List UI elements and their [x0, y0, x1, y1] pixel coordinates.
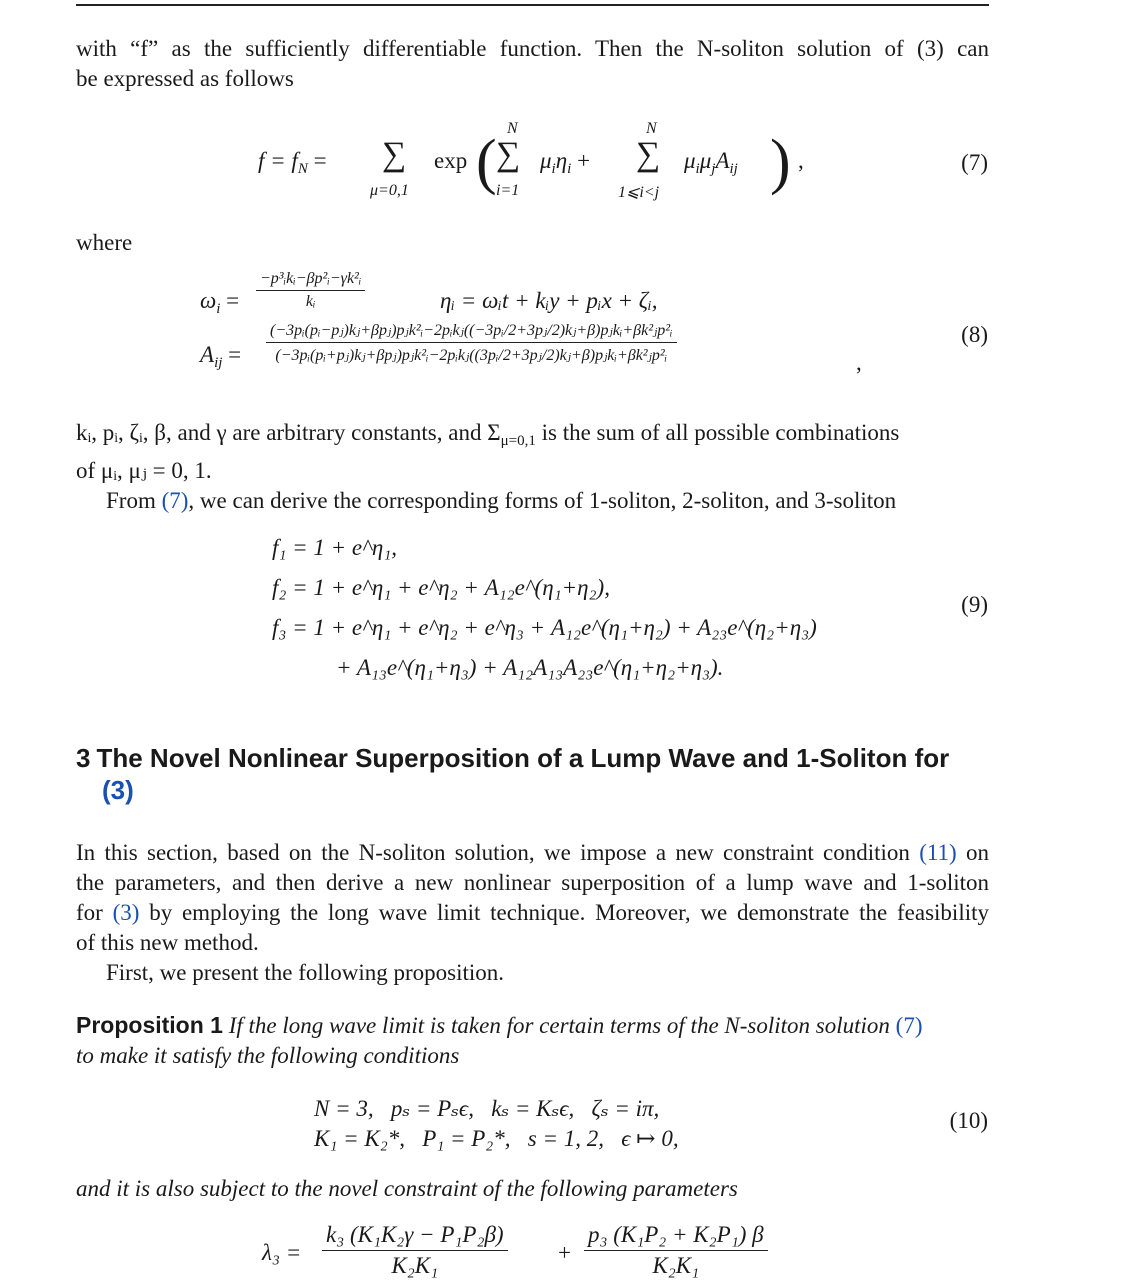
eq8-omega-den: kᵢ [305, 293, 316, 310]
eq7-A-sub: ij [729, 161, 738, 177]
prop-line-1 [76, 1010, 989, 1041]
eq9-number: (9) [961, 592, 988, 617]
para3-line-1 [76, 838, 989, 868]
para3-l3b: by employing the long wave limit technique. Moreover, we demonstrate the feasibility [139, 900, 989, 925]
eq8-eq1: = [220, 288, 240, 313]
equation-8 [200, 270, 880, 400]
eq7-comma: , [798, 148, 804, 173]
eq8-A: A [200, 342, 215, 367]
eq7-sum1-upper: N [507, 120, 518, 137]
para2-line1-a: kᵢ, pᵢ, ζᵢ, β, and γ are arbitrary constants, and Σ [76, 420, 501, 445]
intro-paragraph [76, 34, 989, 94]
eq7-mu-sub-j: j [711, 161, 716, 177]
para3-line-4: of this new method. [76, 930, 259, 955]
eq10-line-1: N = 3, pₛ = Pₛϵ, kₛ = Kₛϵ, ζₛ = iπ, [314, 1096, 660, 1121]
equation-9 [272, 528, 892, 688]
para3-l1a: In this section, based on the N-soliton solution, we impose a new constraint condition [76, 840, 920, 865]
eq7-sum1-sign: ∑ [496, 136, 521, 173]
eq7-number: (7) [961, 150, 988, 175]
eq8-number: (8) [961, 322, 988, 347]
eq9-f1: f₁ = 1 + e^η₁, [272, 535, 397, 560]
ref-eq-11-link[interactable]: (11) [919, 840, 957, 865]
para2-line-1 [76, 418, 989, 456]
eq7-eta-i-sub: i [567, 161, 572, 177]
para3-line-5: First, we present the following proposition. [106, 960, 504, 985]
ref-eq-7-link[interactable]: (7) [161, 488, 189, 513]
eq8-A-den: (−3pᵢ(pᵢ+pⱼ)kⱼ+βpⱼ)pⱼk²ᵢ−2pᵢkⱼ((3pᵢ/2+3pⱼ/2)kⱼ+β)pⱼkᵢ+βk²ⱼp²ᵢ [275, 347, 668, 364]
eq8-omega-sub: i [216, 301, 221, 317]
eq8-A-sub: ij [214, 355, 223, 371]
eq7-mu: μ [684, 148, 696, 173]
section-heading [76, 742, 989, 806]
eq11-plus: + [558, 1240, 571, 1265]
eq7-lhs-sub: N [297, 161, 308, 177]
eq8-eq2: = [222, 342, 242, 367]
eq8-comma: , [856, 350, 862, 375]
ref-eq-3-link[interactable]: (3) [112, 900, 140, 925]
para3-l1b: on [956, 840, 989, 865]
eq8-omega-num: −p³ᵢkᵢ−βp²ᵢ−γk²ᵢ [256, 270, 365, 291]
top-rule [76, 4, 989, 6]
section-title-ref-link[interactable]: (3) [102, 775, 134, 805]
eq7-mu2: μ [699, 148, 712, 173]
eq11-den2: K₂K₁ [652, 1253, 700, 1278]
eq7-mu-sub-i: i [695, 161, 700, 177]
eq11-den1: K₂K₁ [391, 1253, 439, 1278]
eq8-omega: ω [200, 288, 217, 313]
prop-label: Proposition 1 [76, 1012, 223, 1038]
paragraph-2 [76, 418, 989, 516]
prop-line-2: to make it satisfy the following conditions [76, 1043, 460, 1068]
eq7-sum1-lower: i=1 [496, 182, 520, 199]
eq8-eta: ηᵢ = ωᵢt + kᵢy + pᵢx + ζᵢ, [440, 288, 658, 313]
eq7-eta-i: η [555, 148, 568, 173]
eq7-sum-sign: ∑ [382, 136, 407, 173]
para2-line-2: of μᵢ, μⱼ = 0, 1. [76, 458, 212, 483]
equation-11 [262, 1220, 822, 1280]
para3-line-3 [76, 898, 989, 928]
paragraph-4: and it is also subject to the novel constraint of the following parameters [76, 1176, 738, 1201]
eq8-A-num: (−3pᵢ(pᵢ−pⱼ)kⱼ+βpⱼ)pⱼk²ᵢ−2pᵢkⱼ((−3pᵢ/2+3pⱼ/2)kⱼ+β)pⱼkᵢ+βk²ⱼp²ᵢ [266, 320, 677, 343]
para2-line-3 [76, 486, 989, 516]
eq7-eq: = [307, 148, 327, 173]
eq10-number: (10) [949, 1108, 988, 1133]
para2-line1-sub: μ=0,1 [500, 433, 536, 449]
eq11-lhs: λ₃ = [262, 1240, 302, 1265]
intro-line-2: be expressed as follows [76, 66, 294, 91]
paragraph-3 [76, 838, 989, 988]
eq7-exp: exp [434, 148, 468, 173]
eq7-sum-lower: μ=0,1 [370, 182, 409, 199]
eq7-A: A [715, 148, 730, 173]
eq7-sum2-lower: 1⩽i<j [618, 184, 660, 201]
para2-line1-end: is the sum of all possible combinations [535, 420, 900, 445]
eq7-left-paren: ( [476, 128, 497, 196]
eq9-f2: f₂ = 1 + e^η₁ + e^η₂ + A₁₂e^(η₁+η₂), [272, 575, 610, 600]
para3-line-2: the parameters, and then derive a new nonlinear superposition of a lump wave and 1-soliton [76, 870, 989, 895]
eq7-mu-i: μ [540, 148, 552, 173]
eq7-mu-i-sub: i [551, 161, 556, 177]
prop-l1a: If the long wave limit is taken for certain terms of the N-soliton solution [228, 1013, 896, 1038]
intro-line-1: with “f” as the sufficiently differentiable function. Then the N-soliton solution of (3) can [76, 36, 989, 61]
eq7-plus: + [571, 148, 591, 173]
eq9-f3: f₃ = 1 + e^η₁ + e^η₂ + e^η₃ + A₁₂e^(η₁+η₂) + A₂₃e^(η₂+η₃) [272, 615, 817, 640]
para2-line3-a: From [106, 488, 162, 513]
para2-line3-b: , we can derive the corresponding forms of 1-soliton, 2-soliton, and 3-soliton [188, 488, 897, 513]
ref-eq-7-prop-link[interactable]: (7) [895, 1013, 923, 1038]
section-title: The Novel Nonlinear Superposition of a Lump Wave and 1-Soliton for [96, 743, 950, 773]
eq7-sum2-upper: N [646, 120, 657, 137]
eq7-sum2-sign: ∑ [636, 136, 661, 173]
eq11-num2: p₃ (K₁P₂ + K₂P₁) β [584, 1222, 768, 1251]
para3-l3a: for [76, 900, 113, 925]
eq7-right-paren: ) [770, 128, 791, 196]
section-number: 3 [76, 743, 91, 773]
equation-7 [258, 118, 818, 218]
where-label: where [76, 230, 133, 255]
eq11-num1: k₃ (K₁K₂γ − P₁P₂β) [322, 1222, 508, 1251]
proposition-1 [76, 1010, 989, 1071]
equation-10 [314, 1094, 834, 1154]
eq9-f3b: + A₁₃e^(η₁+η₃) + A₁₂A₁₃A₂₃e^(η₁+η₂+η₃). [336, 655, 724, 680]
eq7-lhs: f = f [258, 148, 298, 173]
eq10-line-2: K₁ = K₂*, P₁ = P₂*, s = 1, 2, ϵ ↦ 0, [314, 1126, 679, 1151]
